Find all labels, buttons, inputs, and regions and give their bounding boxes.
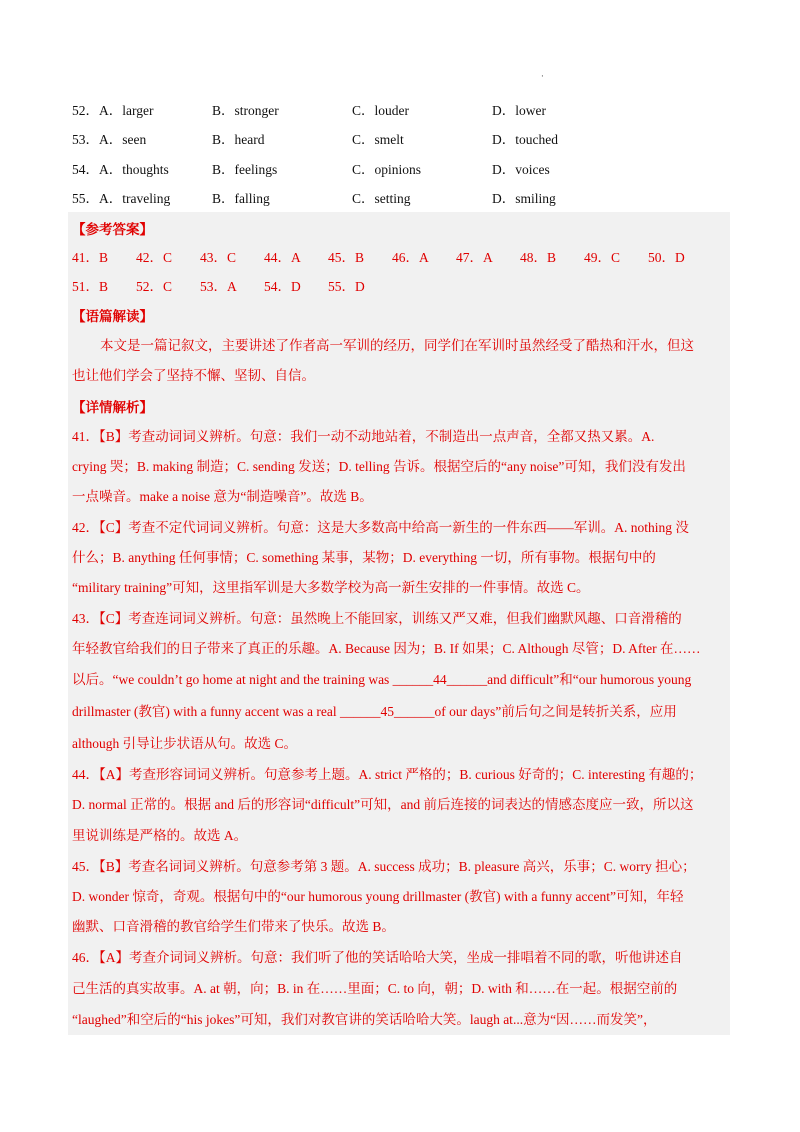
detail-line: 45．【B】考查名词词义辨析。句意参考第 3 题。A. success 成功；B. pleasure 高兴，乐事；C. worry 担心； [72,859,696,874]
detail-line: “military training”可知，这里指军训是大多数学校为高一新生安排的一件事情。故选 C。 [72,580,590,595]
detail-line: 44．【A】考查形容词词义辨析。句意参考上题。A. strict 严格的；B. curious 好奇的；C. interesting 有趣的； [72,767,703,782]
question-row [72,99,732,121]
summary-line: 本文是一篇记叙文，主要讲述了作者高一军训的经历，同学们在军训时虽然经受了酷热和汗水，但这 [100,338,694,353]
detail-line: “laughed”和空后的“his jokes”可知，我们对教官讲的笑话哈哈大笑。laugh at...意为“因……而发笑”， [72,1012,657,1027]
option-d: D．voices [492,162,550,177]
option-c: C．setting [352,191,411,206]
answer-item: 50．D [648,250,685,265]
option-num: 53．A．seen [72,132,147,147]
detail-line: 什么；B. anything 任何事情；C. something 某事，某物；D. everything 一切，所有事物。根据句中的 [72,550,656,565]
detail-line: 一点噪音。make a noise 意为“制造噪音”。故选 B。 [72,489,373,504]
option-num: 55．A．traveling [72,191,171,206]
detail-line: 里说训练是严格的。故选 A。 [72,828,248,843]
option-b: B．feelings [212,162,278,177]
summary-heading: 【语篇解读】 [72,309,153,324]
option-c: C．smelt [352,132,404,147]
answer-row-2 [72,275,728,295]
option-b: B．falling [212,191,270,206]
option-c: C．opinions [352,162,422,177]
answer-heading: 【参考答案】 [72,222,153,237]
detail-heading: 【详情解析】 [72,400,153,415]
answer-item: 47．A [456,250,493,265]
option-d: D．smiling [492,191,556,206]
answer-item: 46．A [392,250,429,265]
detail-line: drillmaster (教官) with a funny accent was a real ______45______of our days”前后句之间是转折关系，应用 [72,704,677,719]
answer-item: 49．C [584,250,621,265]
option-b: B．stronger [212,103,279,118]
option-num: 54．A．thoughts [72,162,169,177]
answer-item: 51．B [72,279,109,294]
option-c: C．louder [352,103,409,118]
detail-line: crying 哭；B. making 制造；C. sending 发送；D. telling 告诉。根据空后的“any noise”可知，我们没有发出 [72,459,686,474]
answer-item: 45．B [328,250,365,265]
detail-line: 己生活的真实故事。A. at 朝，向；B. in 在……里面；C. to 向，朝；D. with 和……在一起。根据空前的 [72,981,678,996]
detail-line: 43．【C】考查连词词义辨析。句意：虽然晚上不能回家，训练又严又难，但我们幽默风趣、口音滑稽的 [72,611,682,626]
option-d: D．touched [492,132,558,147]
detail-line: 41．【B】考查动词词义辨析。句意：我们一动不动地站着，不制造出一点声音，全都又热又累。A. [72,429,655,444]
option-b: B．heard [212,132,265,147]
detail-line: 年轻教官给我们的日子带来了真正的乐趣。A. Because 因为；B. If 如果；C. Although 尽管；D. After 在…… [72,641,701,656]
question-row [72,158,732,180]
option-num: 52．A．larger [72,103,154,118]
detail-line: D. wonder 惊奇，奇观。根据句中的“our humorous young drillmaster (教官) with a funny accent”可知，年轻 [72,889,684,904]
question-row [72,187,732,209]
detail-line: 42．【C】考查不定代词词义辨析。句意：这是大多数高中给高一新生的一件东西——军训。A. nothing 没 [72,520,689,535]
page-mark: · [541,72,544,82]
detail-line: although 引导让步状语从句。故选 C。 [72,736,297,751]
answer-row-1 [72,246,728,266]
detail-line: 幽默、口音滑稽的教官给学生们带来了快乐。故选 B。 [72,919,395,934]
summary-line: 也让他们学会了坚持不懈、坚韧、自信。 [72,368,315,383]
answer-item: 55．D [328,279,365,294]
answer-item: 53．A [200,279,237,294]
detail-line: 46．【A】考查介词词义辨析。句意：我们听了他的笑话哈哈大笑，坐成一排唱着不同的歌，听他讲述自 [72,950,683,965]
answer-item: 41．B [72,250,109,265]
answer-item: 54．D [264,279,301,294]
answer-item: 52．C [136,279,173,294]
question-row [72,128,732,150]
option-d: D．lower [492,103,546,118]
detail-line: 以后。“we couldn’t go home at night and the training was ______44______and difficult”和“our humorous young [72,672,692,687]
answer-item: 42．C [136,250,173,265]
detail-line: D. normal 正常的。根据 and 后的形容词“difficult”可知，and 前后连接的词表达的情感态度应一致，所以这 [72,797,694,812]
answer-item: 43．C [200,250,237,265]
answer-item: 44．A [264,250,301,265]
answer-item: 48．B [520,250,557,265]
